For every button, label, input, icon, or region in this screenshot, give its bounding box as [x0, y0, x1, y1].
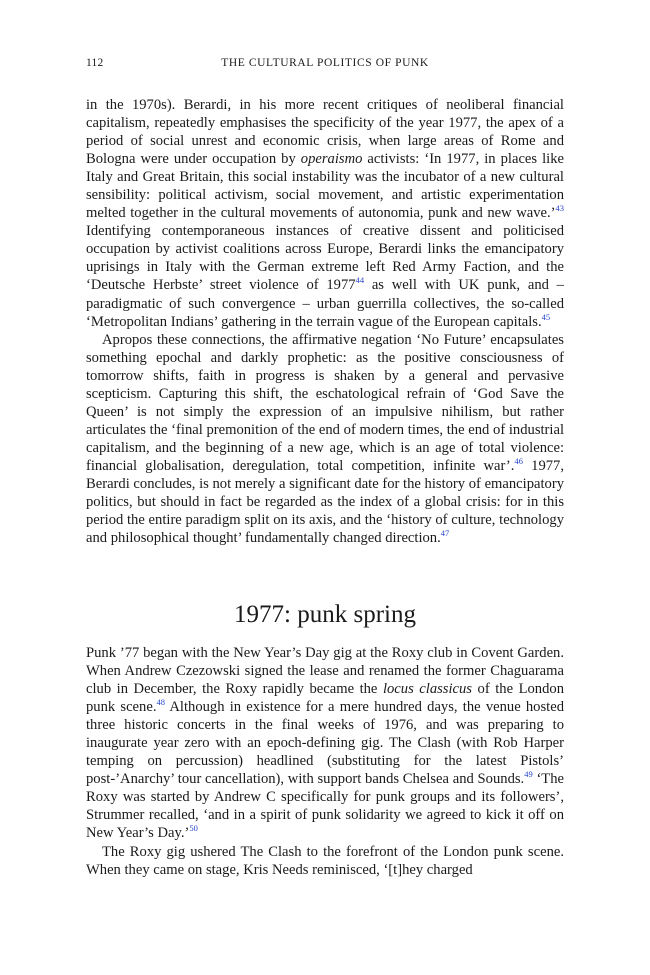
italic-term: operaismo	[300, 151, 363, 168]
footnote-ref-47[interactable]: 47	[440, 528, 450, 539]
footnote-ref-48[interactable]: 48	[156, 697, 165, 708]
paragraph-p1	[86, 96, 564, 331]
page-number: 112	[86, 57, 104, 69]
footnote-ref-49[interactable]: 49	[524, 769, 533, 780]
running-head	[86, 55, 564, 71]
running-title: THE CULTURAL POLITICS OF PUNK	[221, 57, 429, 69]
footnote-ref-44[interactable]: 44	[355, 275, 365, 286]
footnote-ref-43[interactable]: 43	[555, 203, 564, 214]
paragraph-p2	[86, 331, 564, 548]
footnote-ref-45[interactable]: 45	[541, 311, 551, 322]
italic-term: locus classicus	[382, 681, 472, 698]
footnote-ref-46[interactable]: 46	[514, 456, 523, 467]
text-run: Identifying contemporaneous instances of creative dissent and politicised occupation by activist coalitions across Europe, Berardi links the emancipatory uprisings in Italy with the German extreme left Red Army Faction, and the ‘Deutsche Herbste’ street violence of 1977	[86, 223, 564, 294]
body-text-before-heading	[86, 96, 564, 547]
body-text-after-heading	[86, 644, 564, 879]
text-run: in the 1970s). Berardi, in his more recent critiques of neoliberal financial capitalism, repeatedly emphasises the specificity of the year 1977, the apex of a period of social unrest and economic crisis, when large areas of Rome and Bologna were under occupation by	[86, 97, 564, 168]
text-run: of the London punk scene.	[86, 681, 564, 716]
paragraph-p3	[86, 644, 564, 843]
footnote-ref-50[interactable]: 50	[189, 823, 198, 834]
text-run: Although in existence for a mere hundred days, the venue hosted three historic concerts in the final weeks of 1976, and was preparing to inaugurate year zero with an epoch-defining gig. The Clash (with Rob Harper temping on percussion) headlined (substituting for the latest Pistols’ post-’Anarchy’ tour cancellation), with support bands Chelsea and Sounds.	[86, 699, 564, 788]
text-run: ‘The Roxy was started by Andrew C specifically for punk groups and its followers’, Strummer recalled, ‘and in a spirit of punk solidarity we agreed to kick it off on New Year’s Day.’	[86, 771, 564, 842]
text-run: The Roxy gig ushered The Clash to the forefront of the London punk scene. When they came on stage, Kris Needs reminisced, ‘[t]hey charged	[86, 843, 564, 878]
paragraph-p4	[86, 843, 564, 879]
text-run: Punk ’77 began with the New Year’s Day gig at the Roxy club in Covent Garden. When Andrew Czezowski signed the lease and renamed the former Chaguarama club in December, the Roxy rapidly became the	[86, 645, 564, 698]
text-run: 1977, Berardi concludes, is not merely a significant date for the history of emancipatory politics, but should in fact be regarded as the index of a global crisis: for in this period the entire paradigm split on its axis, and the ‘history of culture, technology and philosophical thought’ fundamentally changed direction.	[86, 457, 565, 547]
text-run: activists: ‘In 1977, in places like Italy and Great Britain, this social instability was the incubator of a new cultural sensibility: political activism, social movement, and artistic experimentation melted together in the cultural movements of autonomia, punk and new wave.’	[86, 151, 564, 222]
text-run: Apropos these connections, the affirmative negation ‘No Future’ encapsulates something epochal and darkly prophetic: as the positive consciousness of tomorrow shifts, faith in progress is shaken by a general and pervasive scepticism. Capturing this shift, the eschatological refrain of ‘God Save the Queen’ is not simply the expression of an impulsive nihilism, but rather articulates the ‘final premonition of the end of modern times, the end of industrial capitalism, and the beginning of a new age, which is an age of total violence: financial globalisation, deregulation, total competition, infinite war’.	[86, 331, 564, 474]
section-heading: 1977: punk spring	[234, 601, 416, 628]
text-run: as well with UK punk, and – paradigmatic of such convergence – urban guerrilla collectives, the so-called ‘Metropolitan Indians’ gathering in the terrain vague of the European capitals.	[86, 277, 564, 330]
